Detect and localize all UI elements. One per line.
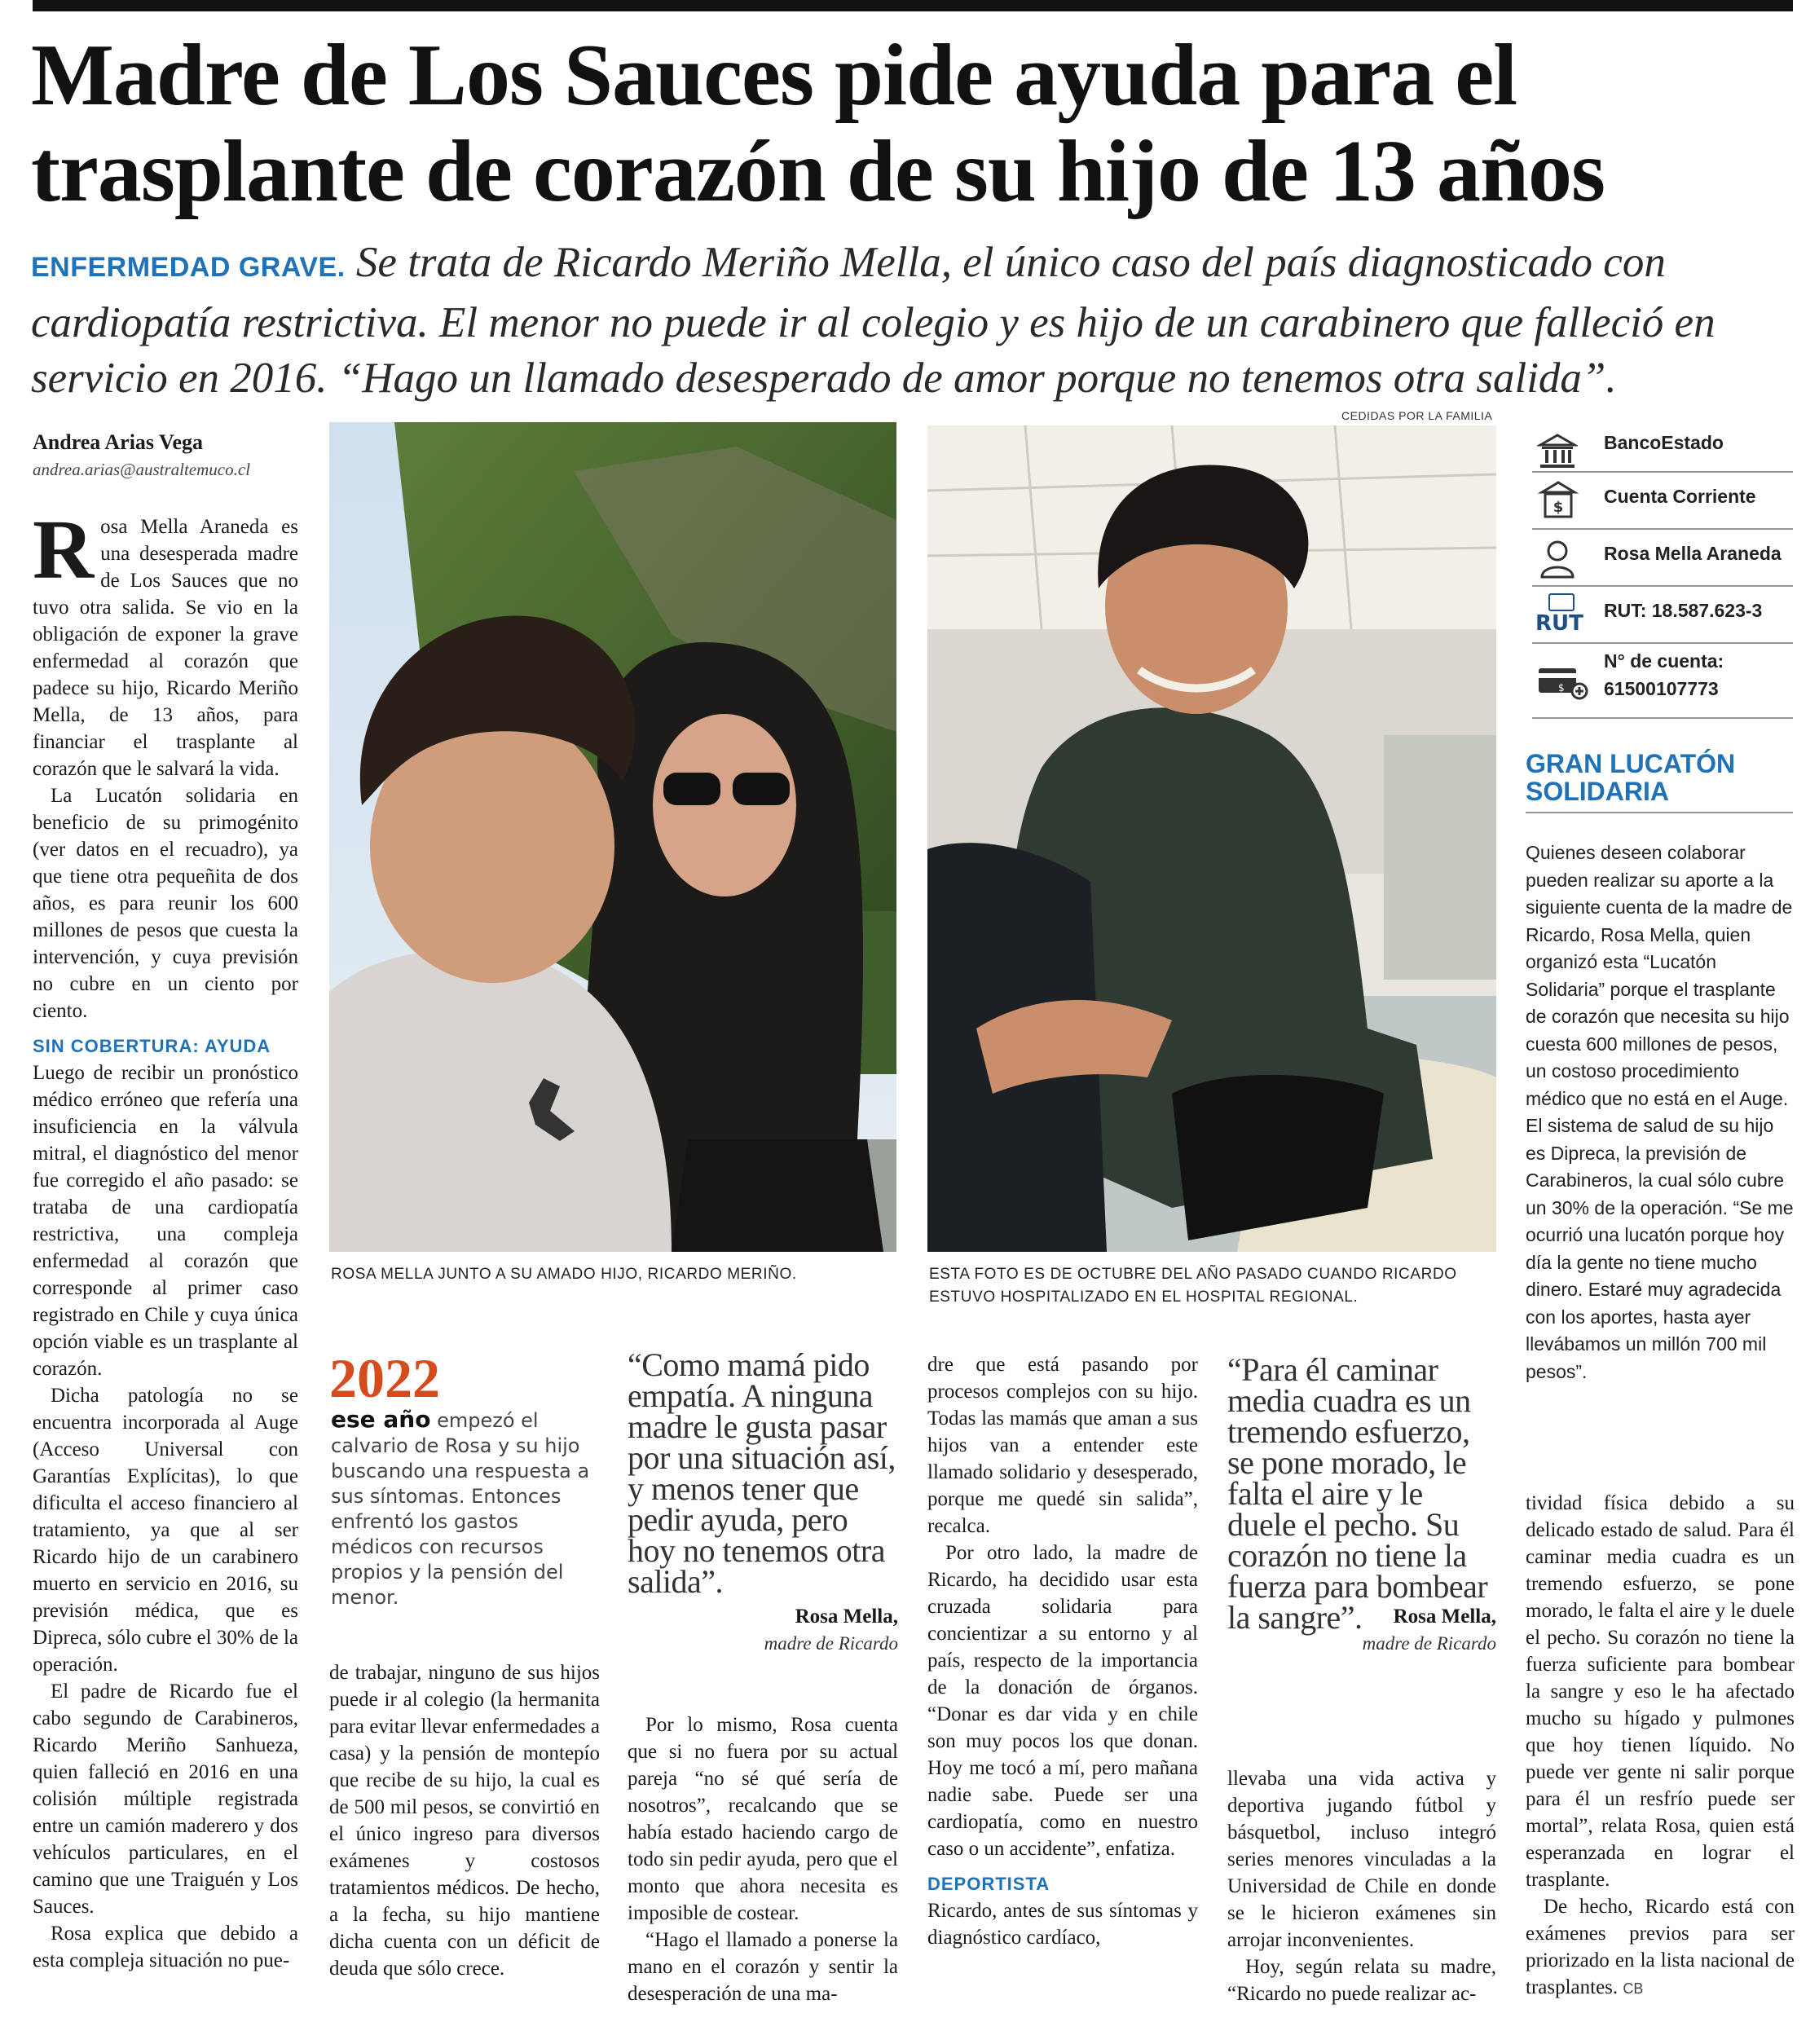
paragraph: “Hago el llamado a ponerse la mano en el corazón y sentir la desesperación de una ma- — [628, 1929, 898, 2005]
pull-quote-1: “Como mamá pido empatía. A ninguna madre le gusta pasar por una situación así, y menos tener que pedir ayuda, pero hoy no tenemos otra salida”. — [628, 1346, 896, 1600]
account-number-label: N° de cuenta: — [1604, 650, 1724, 672]
top-rule — [33, 0, 1793, 11]
bank-name: BancoEstado — [1604, 432, 1724, 453]
subhead-sin-cobertura: SIN COBERTURA: AYUDA — [33, 1036, 271, 1056]
byline-author: Andrea Arias Vega — [33, 430, 203, 454]
paragraph: Por otro lado, la madre de Ricardo, ha decidido usar esta cruzada solidaria para concientizar a su entorno y al país, respecto de la importancia de la donación de órganos. “Donar es dar vida y en chile son muy pocos los que donan. Hoy me tocó a mí, pero mañana nadie sabe. Puede ser una cardiopatía, como en nuestro caso o un accidente”, enfatiza. — [927, 1542, 1198, 1860]
column-6-lower — [1526, 1490, 1795, 2002]
fact-year: 2022 — [329, 1347, 440, 1409]
person-icon — [1537, 536, 1578, 580]
sidebar-row-account-number — [1532, 645, 1793, 719]
column-1 — [33, 503, 298, 1974]
sidebar-row-bank — [1532, 429, 1793, 473]
paragraph: Dicha patología no se encuentra incorporada al Auge (Acceso Universal con Garantías Explícitas), lo que dificulta el acceso financiero al tratamiento, ya que al ser Ricardo hijo de un carabinero muerto en servicio en 2016, su previsión médica, que es Dipreca, sólo cubre el 30% de la operación. — [33, 1385, 298, 1676]
photo-hospital-caption: ESTA FOTO ES DE OCTUBRE DEL AÑO PASADO CUANDO RICARDO ESTUVO HOSPITALIZADO EN EL HOSPITAL REGIONAL. — [929, 1266, 1457, 1306]
photo-credit: CEDIDAS POR LA FAMILIA — [1341, 409, 1493, 422]
headline — [31, 28, 1799, 220]
paragraph: Por lo mismo, Rosa cuenta que si no fuera por su actual pareja “no sé qué sería de nosotros”, recalcando que se había estado haciendo cargo de todo sin pedir ayuda, pero que el monto que ahora necesita es imposible de costear. — [628, 1714, 898, 1924]
photo-mother-son — [329, 422, 896, 1252]
drop-cap: R — [33, 503, 95, 597]
deck-text: Se trata de Ricardo Meriño Mella, el único caso del país diagnosticado con cardiopatía restrictiva. El menor no puede ir al colegio y es hijo de un carabinero que falleció en servicio en 2016. “Hago un llamado desesperado de amor porque no tenemos otra salida”. — [31, 239, 1715, 402]
paragraph: Luego de recibir un pronóstico médico erróneo que refería una insuficiencia en la válvula mitral, el diagnóstico del menor fue corregido el año pasado: se trataba de una cardiopatía restrictiva, una compleja enfermedad al corazón que corresponde al primer caso registrado en Chile y cuya única opción viable es un trasplante al corazón. — [33, 1062, 298, 1380]
cheque-account-icon — [1537, 479, 1579, 523]
photo-hospital — [927, 425, 1496, 1252]
sidebar-title — [1526, 750, 1735, 805]
sidebar-title-rule — [1526, 812, 1793, 813]
card-icon — [1537, 662, 1589, 701]
paragraph: La Lucatón solidaria en beneficio de su primogénito (ver datos en el recuadro), ya que tiene otra pequeñita de dos años, es para reunir los 600 millones de pesos que cuesta la intervención, y cuya previsión no cubre en un ciento por ciento. — [33, 785, 298, 1022]
paragraph: El padre de Ricardo fue el cabo segundo de Carabineros, Ricardo Meriño Sanhueza, quien falleció en 2016 en una colisión múltiple registrada entre un camión maderero y dos vehículos particulares, en el camino que une Traiguén y Los Sauces. — [33, 1681, 298, 1918]
deck-kicker: ENFERMEDAD GRAVE. — [31, 252, 346, 283]
column-4 — [927, 1351, 1198, 1951]
pull-quote-2: “Para él caminar media cuadra es un tremendo esfuerzo, se pone morado, le falta el aire y le duele el pecho. Su corazón no tiene la fuerza para bombear la sangre”. — [1227, 1351, 1488, 1636]
end-mark: CB — [1623, 1980, 1644, 1997]
sidebar-body-1 — [1526, 839, 1795, 1385]
paragraph: Hoy, según relata su madre, “Ricardo no puede realizar ac- — [1227, 1956, 1496, 2005]
pull-quote-1-role: madre de Ricardo — [764, 1633, 898, 1654]
column-2 — [329, 1659, 600, 1982]
rut-icon: RUT — [1535, 611, 1583, 636]
rut-number: RUT: 18.587.623-3 — [1604, 600, 1763, 621]
account-type: Cuenta Corriente — [1604, 486, 1756, 507]
paragraph: dre que está pasando por procesos complejos con su hijo. Todas las mamás que aman a sus hijos van a entender este llamado solidario y desesperado, porque me quedé sin salida”, recalca. — [927, 1354, 1198, 1537]
sidebar-row-account-type — [1532, 474, 1793, 530]
paragraph: De hecho, Ricardo está con exámenes previos para ser priorizado en la lista nacional de trasplantes. CB — [1526, 1896, 1795, 1998]
headline-line-2: trasplante de corazón de su hijo de 13 años — [31, 123, 1605, 220]
fact-lead: ese año — [331, 1406, 431, 1433]
sidebar-title-line-2: SOLIDARIA — [1526, 777, 1669, 806]
pull-quote-1-name: Rosa Mella, — [795, 1606, 898, 1628]
paragraph: Rosa explica que debido a esta compleja situación no pue- — [33, 1923, 298, 1971]
pull-quote-2-role: madre de Ricardo — [1362, 1633, 1496, 1654]
column-3 — [628, 1711, 898, 2007]
rut-icon-card — [1548, 593, 1575, 611]
photo-hospital-illustration — [927, 425, 1496, 1252]
svg-text:$: $ — [1553, 499, 1564, 516]
photo-mother-son-caption: ROSA MELLA JUNTO A SU AMADO HIJO, RICARDO MERIÑO. — [331, 1266, 797, 1283]
paragraph: Quienes deseen colaborar pueden realizar su aporte a la siguiente cuenta de la madre de Ricardo, Rosa Mella, quien organizó esta “Lucatón Solidaria” porque el trasplante de corazón que necesita su hijo cuesta 600 millones de pesos, un costoso procedimiento médico que no está en el Auge. El sistema de salud de su hijo es Dipreca, la previsión de Carabineros, la cual sólo cubre un 30% de la operación. “Se me ocurrió una lucatón porque hoy día la gente no tiene mucho dinero. Estaré muy agradecida con los aportes, hasta ayer llevábamos un millón 700 mil pesos”. — [1526, 842, 1794, 1382]
byline-email[interactable]: andrea.arias@australtemuco.cl — [33, 460, 251, 479]
sidebar-row-rut — [1532, 588, 1793, 644]
headline-line-1: Madre de Los Sauces pide ayuda para el — [31, 27, 1517, 124]
paragraph: Rosa Mella Araneda es una desesperada madre de Los Sauces que no tuvo otra salida. Se vio en la obligación de exponer la grave enfermedad al corazón que padece su hijo, Ricardo Meriño Mella, de 13 años, para financiar el trasplante al corazón que le salvará la vida. — [33, 503, 298, 780]
account-number: 61500107773 — [1604, 678, 1719, 699]
svg-text:$: $ — [1558, 682, 1565, 694]
fact-body: empezó el calvario de Rosa y su hijo buscando una respuesta a sus síntomas. Entonces enfrentó los gastos médicos con recursos propios y la pensión del menor. — [331, 1409, 590, 1609]
subhead-deportista: DEPORTISTA — [927, 1874, 1050, 1894]
sidebar-row-holder — [1532, 531, 1793, 587]
sidebar-title-line-1: GRAN LUCATÓN — [1526, 749, 1736, 778]
deck — [31, 235, 1799, 406]
paragraph: de trabajar, ninguno de sus hijos puede ir al colegio (la hermanita para evitar llevar enfermedades a casa) y la pensión de montepío que recibe de su hijo, la cual es de 500 mil pesos, se convirtió en el único ingreso para diversos exámenes y costosos tratamientos médicos. De hecho, a la fecha, su hijo mantiene dicha cuenta con un déficit de deuda que sólo crece. — [329, 1662, 600, 1980]
photo-mother-son-illustration — [329, 422, 896, 1252]
account-holder: Rosa Mella Araneda — [1604, 543, 1782, 564]
paragraph: llevaba una vida activa y deportiva jugando fútbol y básquetbol, incluso integró series menores vinculadas a la Universidad de Chile en donde se le hicieron exámenes sin arrojar inconvenientes. — [1227, 1768, 1496, 1951]
paragraph: tividad física debido a su delicado estado de salud. Para él caminar media cuadra es un tremendo esfuerzo, se pone morado, le falta el aire y le duele el pecho. Su corazón no tiene la fuerza suficiente para bombear la sangre y eso le ha afectado mucho su hígado y pulmones que hoy tienen líquido. No puede ver gente ni salir porque para él un resfrío puede ser mortal”, relata Rosa, quien está esperanzada en lograr el trasplante. — [1526, 1492, 1795, 1891]
bank-icon — [1537, 432, 1578, 471]
fact-2022-text — [331, 1407, 605, 1610]
paragraph: Ricardo, antes de sus síntomas y diagnóstico cardíaco, — [927, 1900, 1198, 1949]
column-5 — [1227, 1765, 1496, 2007]
pull-quote-2-name: Rosa Mella, — [1393, 1606, 1496, 1628]
